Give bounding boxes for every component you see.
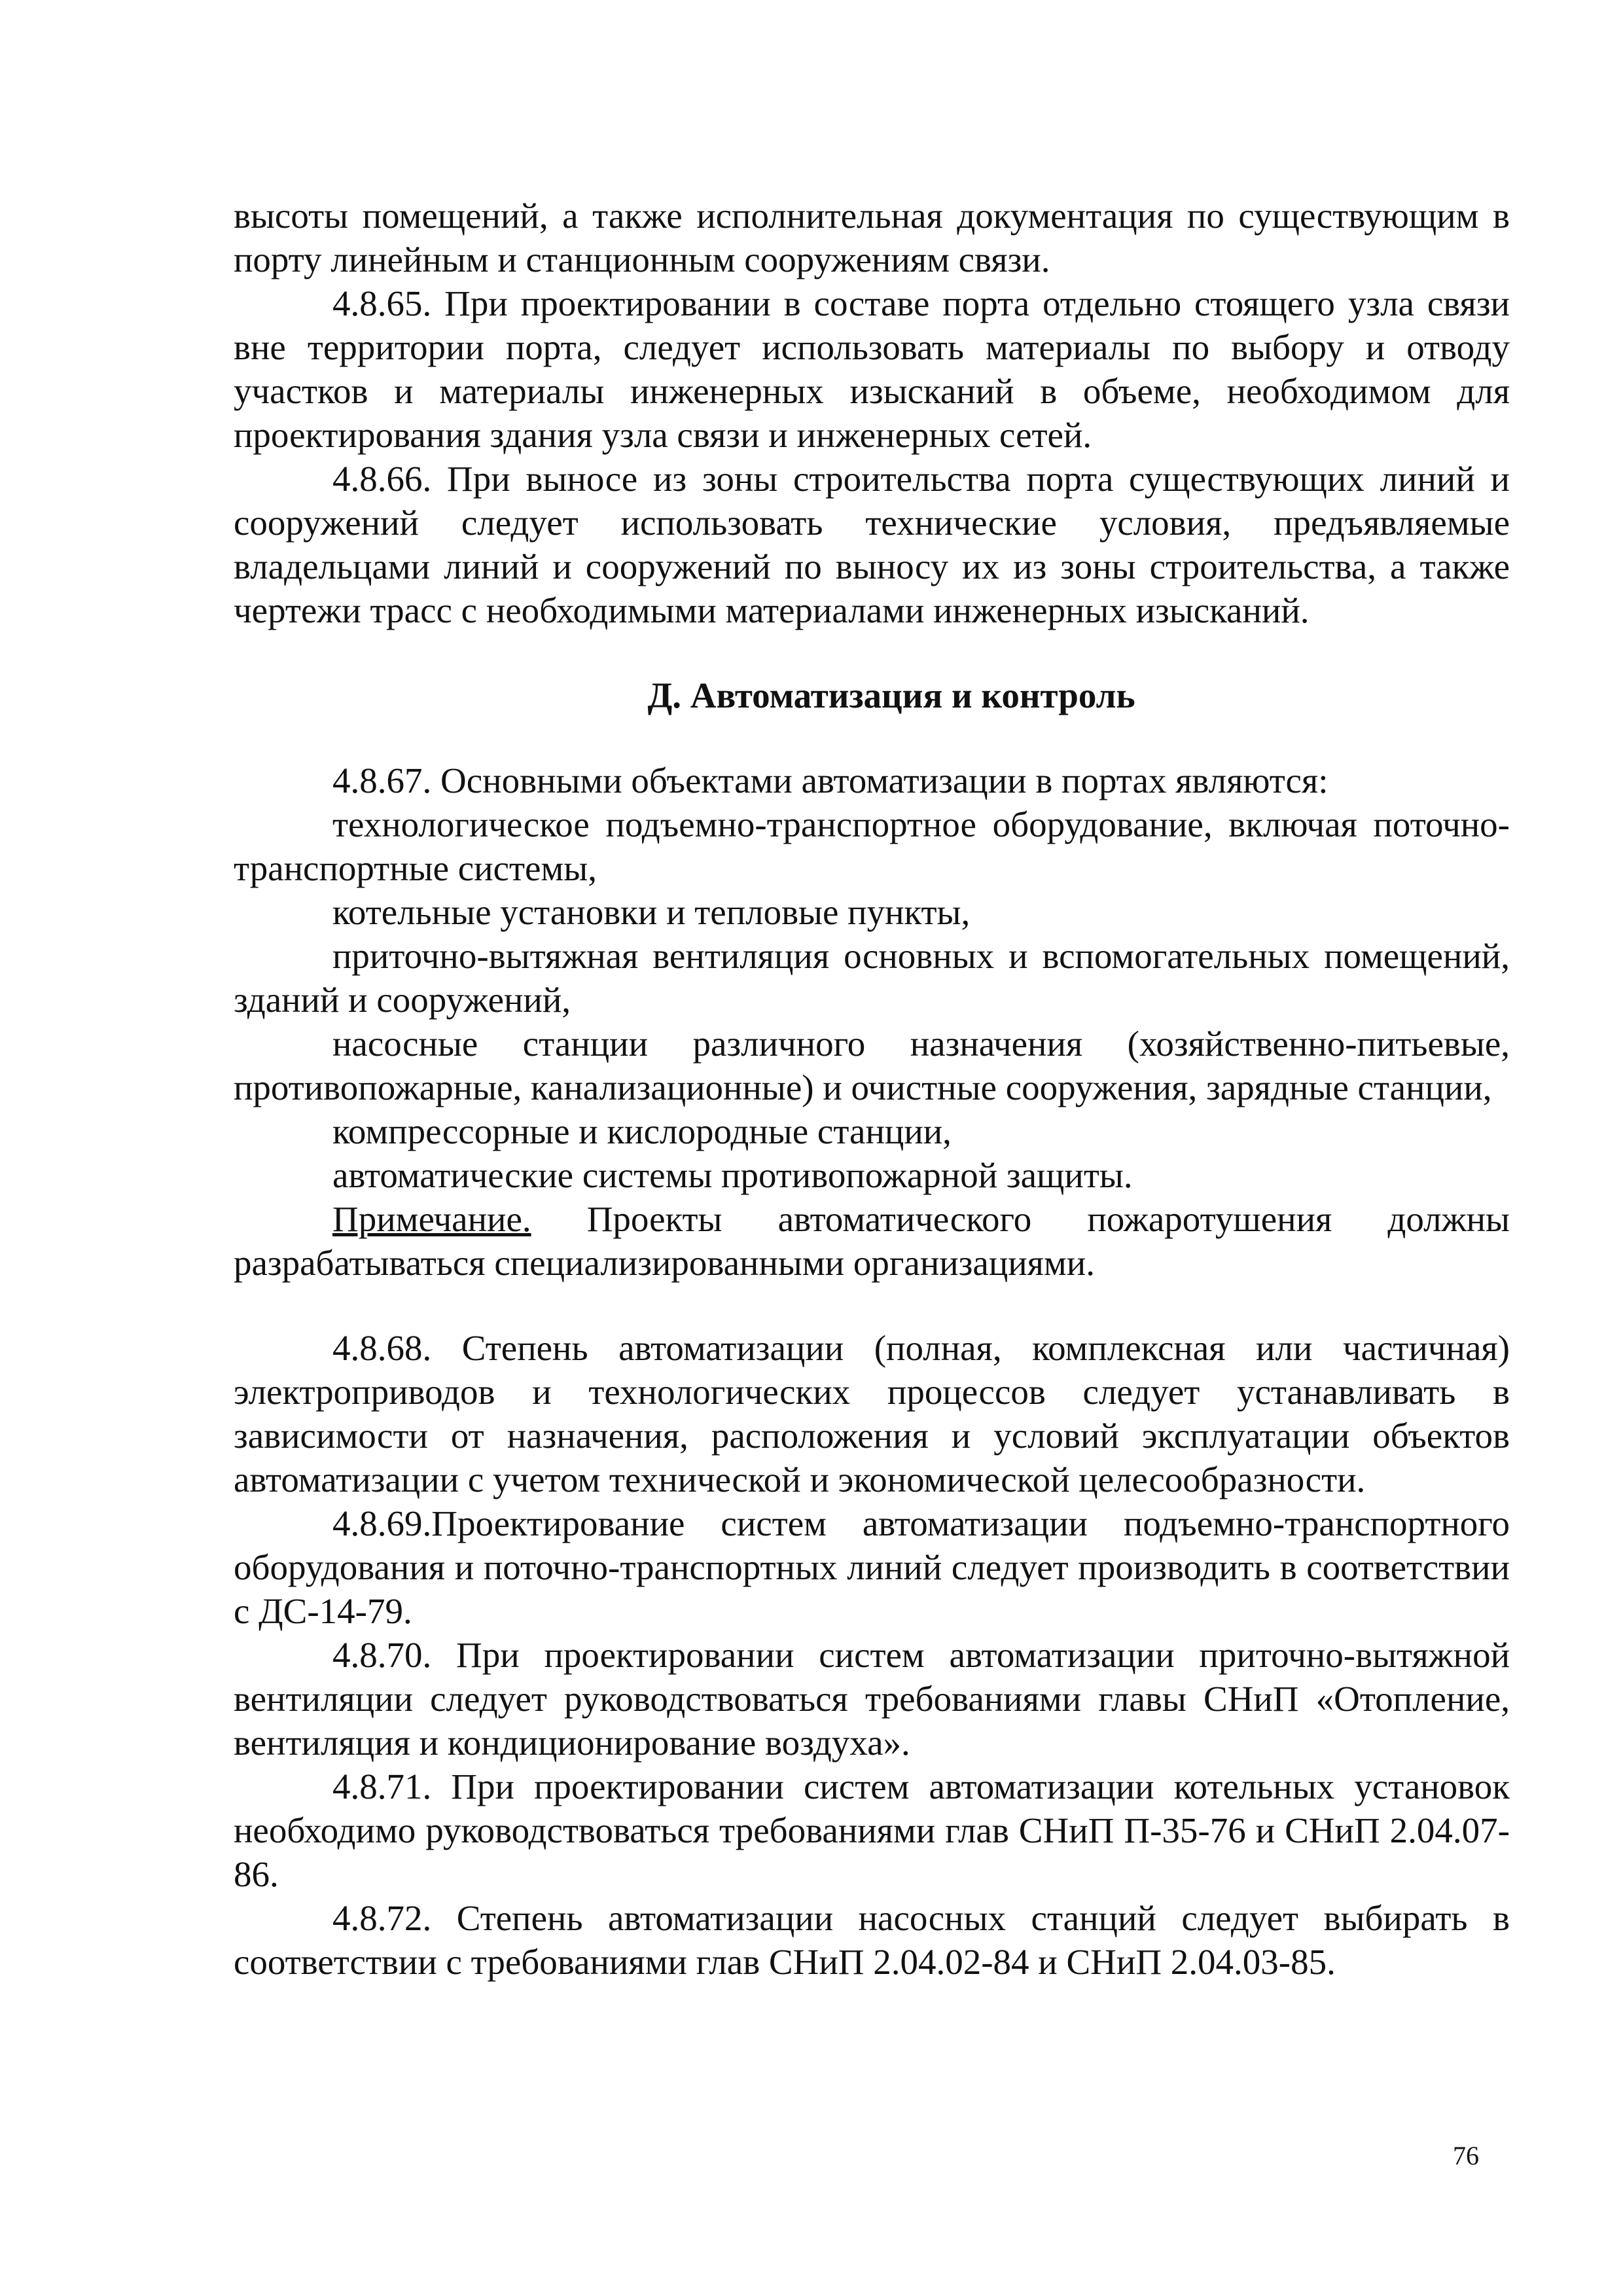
note-paragraph <box>234 1197 1510 1285</box>
paragraph-4-8-70: 4.8.70. При проектировании систем автоматизации приточно-вытяжной вентиляции следует руководствоваться требованиями главы СНиП «Отопление, вентиляция и кондиционирование воздуха». <box>234 1635 1510 1763</box>
list-item: технологическое подъемно-транспортное оборудование, включая поточно-транспортные системы, <box>234 804 1510 888</box>
page-number: 76 <box>1453 2141 1479 2170</box>
list-item: приточно-вытяжная вентиляция основных и вспомогательных помещений, зданий и сооружений, <box>234 936 1510 1020</box>
list-item: автоматические системы противопожарной защиты. <box>332 1155 1133 1195</box>
document-body <box>234 194 1510 1984</box>
note-text: Проекты автоматического пожаротушения должны разрабатываться специализированными организациями. <box>234 1199 1510 1283</box>
list-item: компрессорные и кислородные станции, <box>332 1111 952 1151</box>
paragraph-4-8-66: 4.8.66. При выносе из зоны строительства порта существующих линий и сооружений следует использовать технические условия, предъявляемые владельцами линий и сооружений по выносу их из зоны строительства, а также чертежи трасс с необходимыми материалами инженерных изысканий. <box>234 459 1510 630</box>
list-item: котельные установки и тепловые пункты, <box>332 892 971 932</box>
paragraph-4-8-65: 4.8.65. При проектировании в составе порта отдельно стоящего узла связи вне территории порта, следует использовать материалы по выбору и отводу участков и материалы инженерных изысканий в объеме, необходимом для проектирования здания узла связи и инженерных сетей. <box>234 283 1510 455</box>
paragraph-4-8-71: 4.8.71. При проектировании систем автоматизации котельных установок необходимо руководствоваться требованиями глав СНиП П-35-76 и СНиП 2.04.07-86. <box>234 1767 1510 1894</box>
paragraph-4-8-67: 4.8.67. Основными объектами автоматизации в портах являются: <box>332 761 1329 800</box>
paragraph-4-8-72: 4.8.72. Степень автоматизации насосных станций следует выбирать в соответствии с требованиями глав СНиП 2.04.02-84 и СНиП 2.04.03-85. <box>234 1898 1510 1982</box>
paragraph-continuation: высоты помещений, а также исполнительная документация по существующим в порту линейным и станционным сооружениям связи. <box>234 196 1510 279</box>
paragraph-4-8-68: 4.8.68. Степень автоматизации (полная, комплексная или частичная) электроприводов и технологических процессов следует устанавливать в зависимости от назначения, расположения и условий эксплуатации объектов автоматизации с учетом технической и экономической целесообразности. <box>234 1328 1510 1499</box>
list-item: насосные станции различного назначения (хозяйственно-питьевые, противопожарные, канализационные) и очистные сооружения, зарядные станции, <box>234 1024 1510 1107</box>
note-label: Примечание. <box>332 1199 531 1239</box>
paragraph-4-8-69: 4.8.69.Проектирование систем автоматизации подъемно-транспортного оборудования и поточно-транспортных линий следует производить в соответствии с ДС-14-79. <box>234 1503 1510 1631</box>
section-heading: Д. Автоматизация и контроль <box>647 675 1135 715</box>
